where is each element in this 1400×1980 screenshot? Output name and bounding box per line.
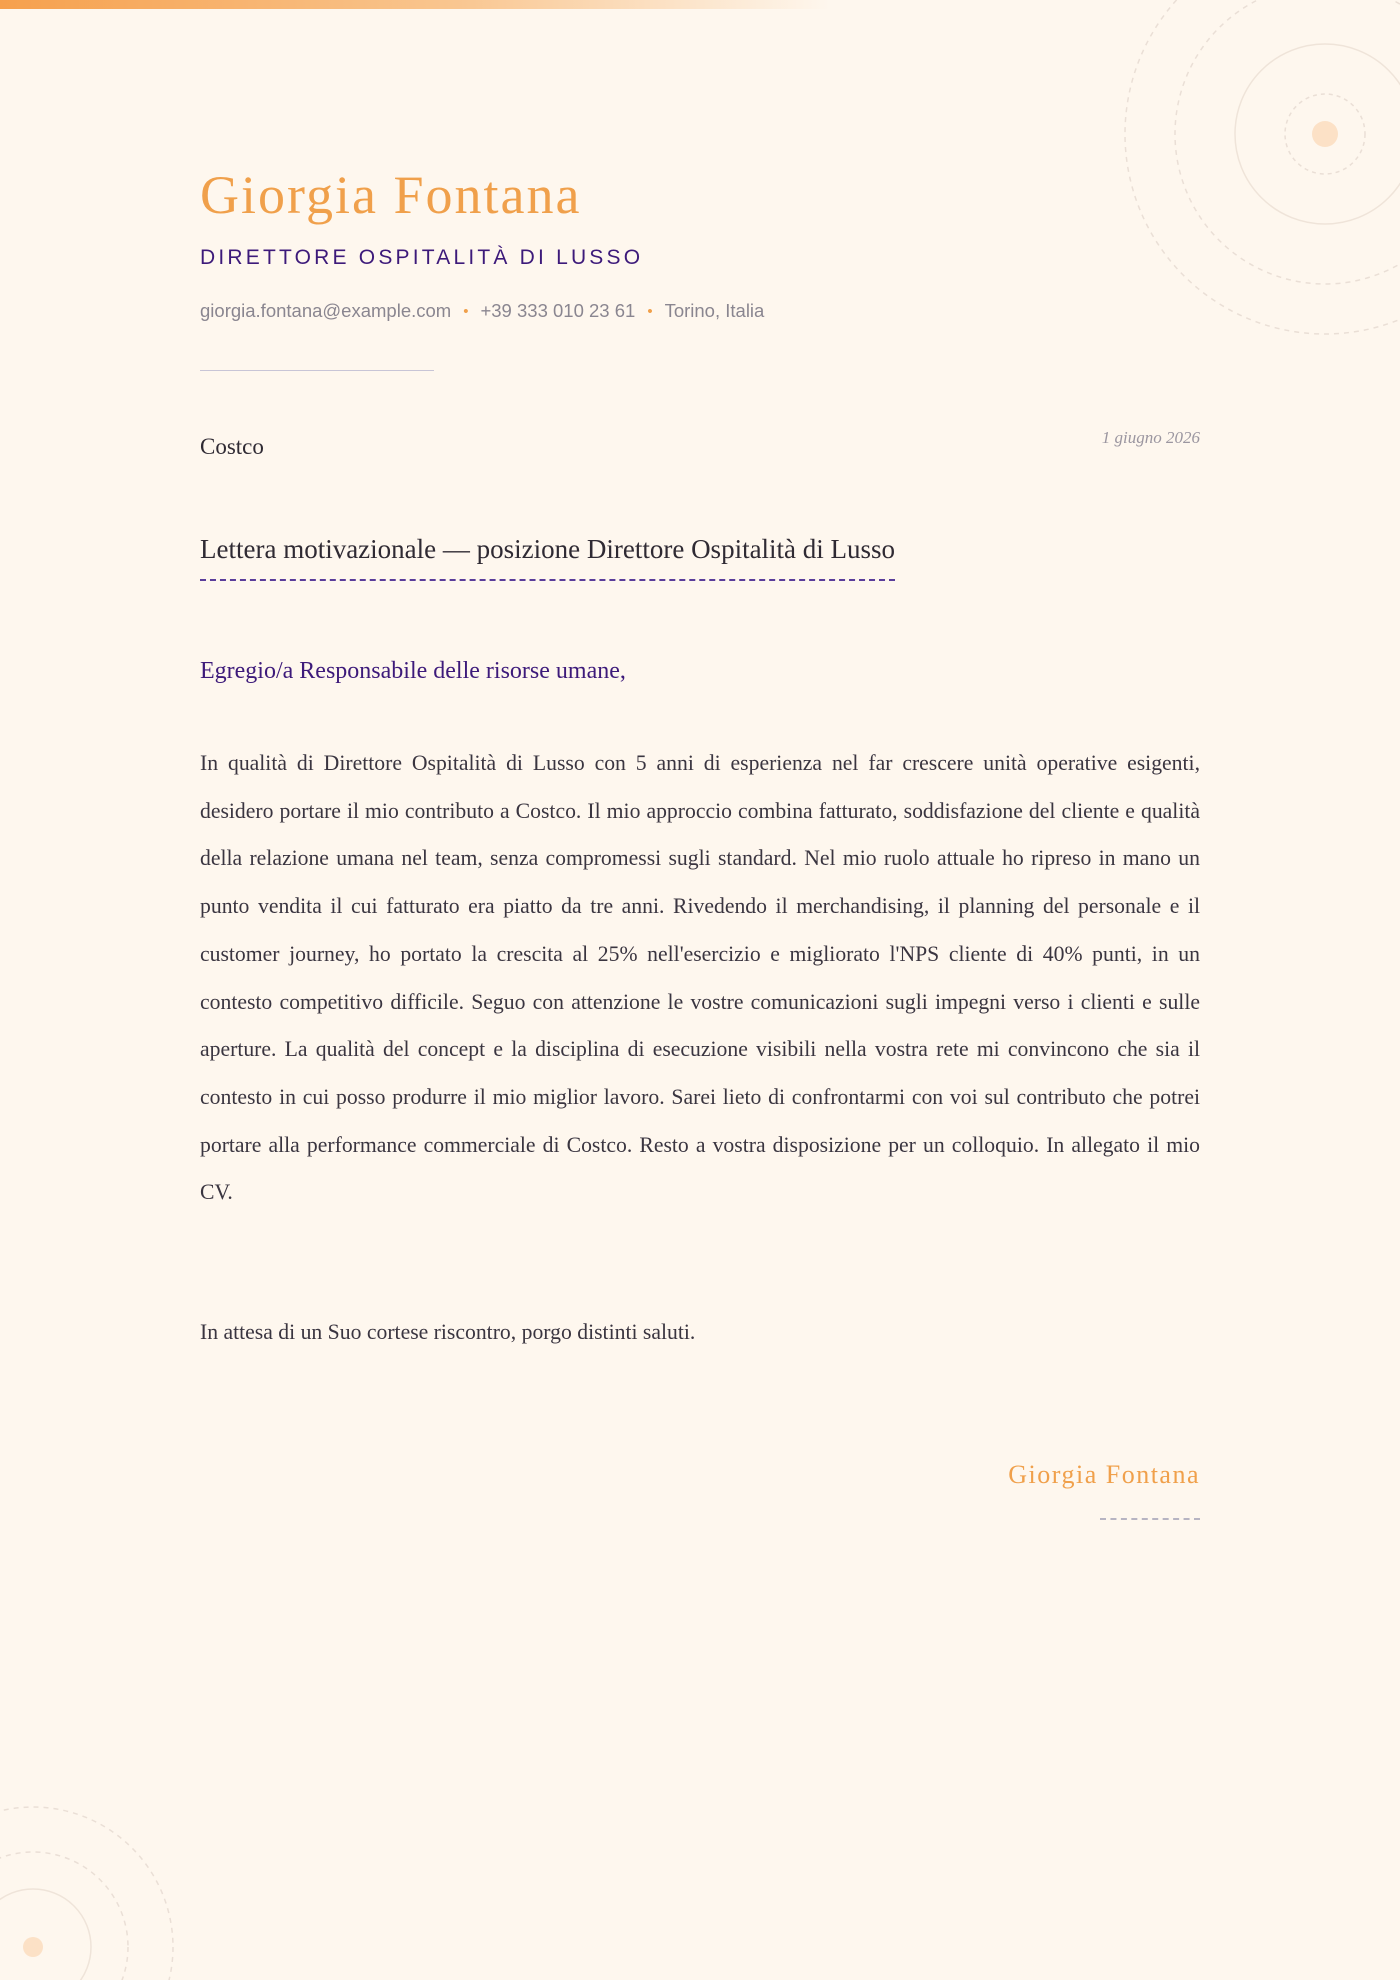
sender-role: DIRETTORE OSPITALITÀ DI LUSSO [200, 246, 644, 269]
top-accent-bar [0, 0, 830, 9]
header-divider [200, 370, 434, 371]
sender-email: giorgia.fontana@example.com [200, 300, 452, 321]
signature-line [1100, 1518, 1200, 1520]
letter-date: 1 giugno 2026 [1101, 428, 1200, 447]
recipient-company: Costco [200, 434, 264, 459]
letter-greeting: Egregio/a Responsabile delle risorse umane, [200, 658, 626, 684]
letter-body: In qualità di Direttore Ospitalità di Lusso con 5 anni di esperienza nel far crescere unità operative esigenti, desidero portare il mio contributo a Costco. Il mio approccio combina fatturato, soddisfazione del cliente e qualità della relazione umana nel team, senza compromessi sugli standard. Nel mio ruolo attuale ho ripreso in mano un punto vendita il cui fatturato era piatto da tre anni. Rivedendo il merchandising, il planning del personale e il customer journey, ho portato la crescita al 25% nell'esercizio e migliorato l'NPS cliente di 40% punti, in un contesto competitivo difficile. Seguo con attenzione le vostre comunicazioni sugli impegni verso i clienti e sulle aperture. La qualità del concept e la disciplina di esecuzione visibili nella vostra rete mi convincono che sia il contesto in cui posso produrre il mio miglior lavoro. Sarei lieto di confrontarmi con voi sul contributo che potrei portare alla performance commerciale di Costco. Resto a vostra disposizione per un colloquio. In allegato il mio CV. [200, 751, 1200, 1205]
contact-line [200, 300, 1200, 322]
letter-subject: Lettera motivazionale — posizione Direttore Ospitalità di Lusso [200, 534, 895, 581]
separator-dot: • [463, 302, 469, 320]
sender-location: Torino, Italia [664, 300, 765, 321]
letter-closing: In attesa di un Suo cortese riscontro, porgo distinti saluti. [200, 1320, 696, 1344]
sender-phone: +39 333 010 23 61 [480, 300, 636, 321]
sender-name: Giorgia Fontana [200, 165, 582, 225]
signature-name: Giorgia Fontana [1008, 1460, 1200, 1489]
separator-dot: • [647, 302, 653, 320]
letter-header [200, 165, 1200, 322]
concentric-circles-decoration-bottom [0, 1780, 190, 1980]
